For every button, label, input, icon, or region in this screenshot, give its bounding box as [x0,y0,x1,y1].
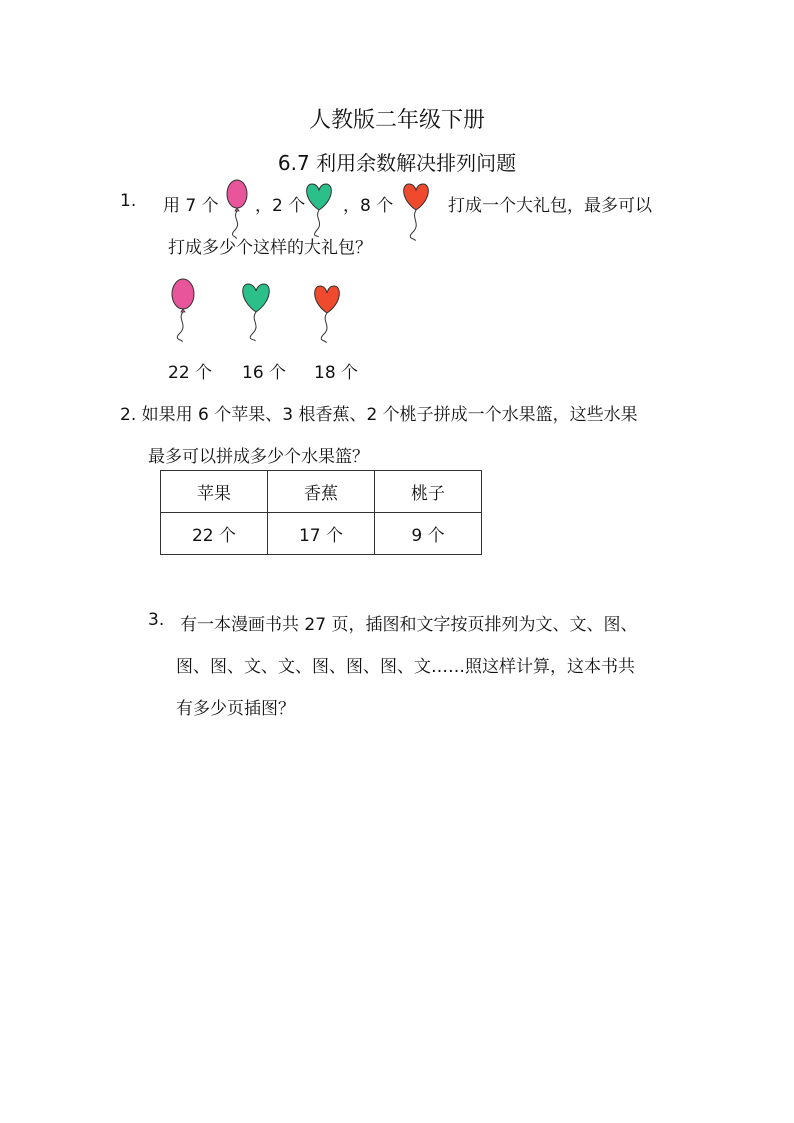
page-subtitle: 6.7 利用余数解决排列问题 [277,151,517,175]
q3-text-line3: 有多少页插图？ [176,699,295,719]
q2-text-line2: 最多可以拼成多少个水果篮？ [148,447,369,467]
count-red: 18 个 [314,363,359,383]
pink-balloon-icon [168,277,202,343]
table-header-row [161,471,482,513]
q3-text-line1: 有一本漫画书共 27 页，插图和文字按页排列为文、文、图、 [180,615,638,635]
pink-balloon-icon [224,178,254,240]
table-header-cell: 香蕉 [268,471,375,513]
green-heart-balloon-icon [237,280,275,342]
red-heart-balloon-icon [309,282,345,344]
count-green: 16 个 [242,363,287,383]
table-header-cell: 桃子 [375,471,482,513]
q1-text-part3: ，8 个 [343,196,394,216]
q2-text-line1: 2. 如果用 6 个苹果、3 根香蕉、2 个桃子拼成一个水果篮，这些水果 [120,405,638,425]
table-cell: 17 个 [268,513,375,555]
page-title: 人教版二年级下册 [308,108,485,133]
q1-number: 1. [120,191,137,211]
q1-text-part1: 用 7 个 [163,196,219,216]
table-cell: 22 个 [161,513,268,555]
red-heart-balloon-icon [399,180,433,242]
q1-text-line2: 打成多少个这样的大礼包？ [168,238,372,258]
table-cell: 9 个 [375,513,482,555]
q3-text-line2: 图、图、文、文、图、图、图、文……照这样计算，这本书共 [176,657,635,677]
q1-text-part2: ，2 个 [255,196,306,216]
fruit-table [160,470,482,555]
green-heart-balloon-icon [302,180,336,238]
table-header-cell: 苹果 [161,471,268,513]
q1-text-part4: 打成一个大礼包，最多可以 [448,196,652,216]
table-row [161,513,482,555]
q3-number: 3. [148,610,165,630]
count-pink: 22 个 [168,363,213,383]
